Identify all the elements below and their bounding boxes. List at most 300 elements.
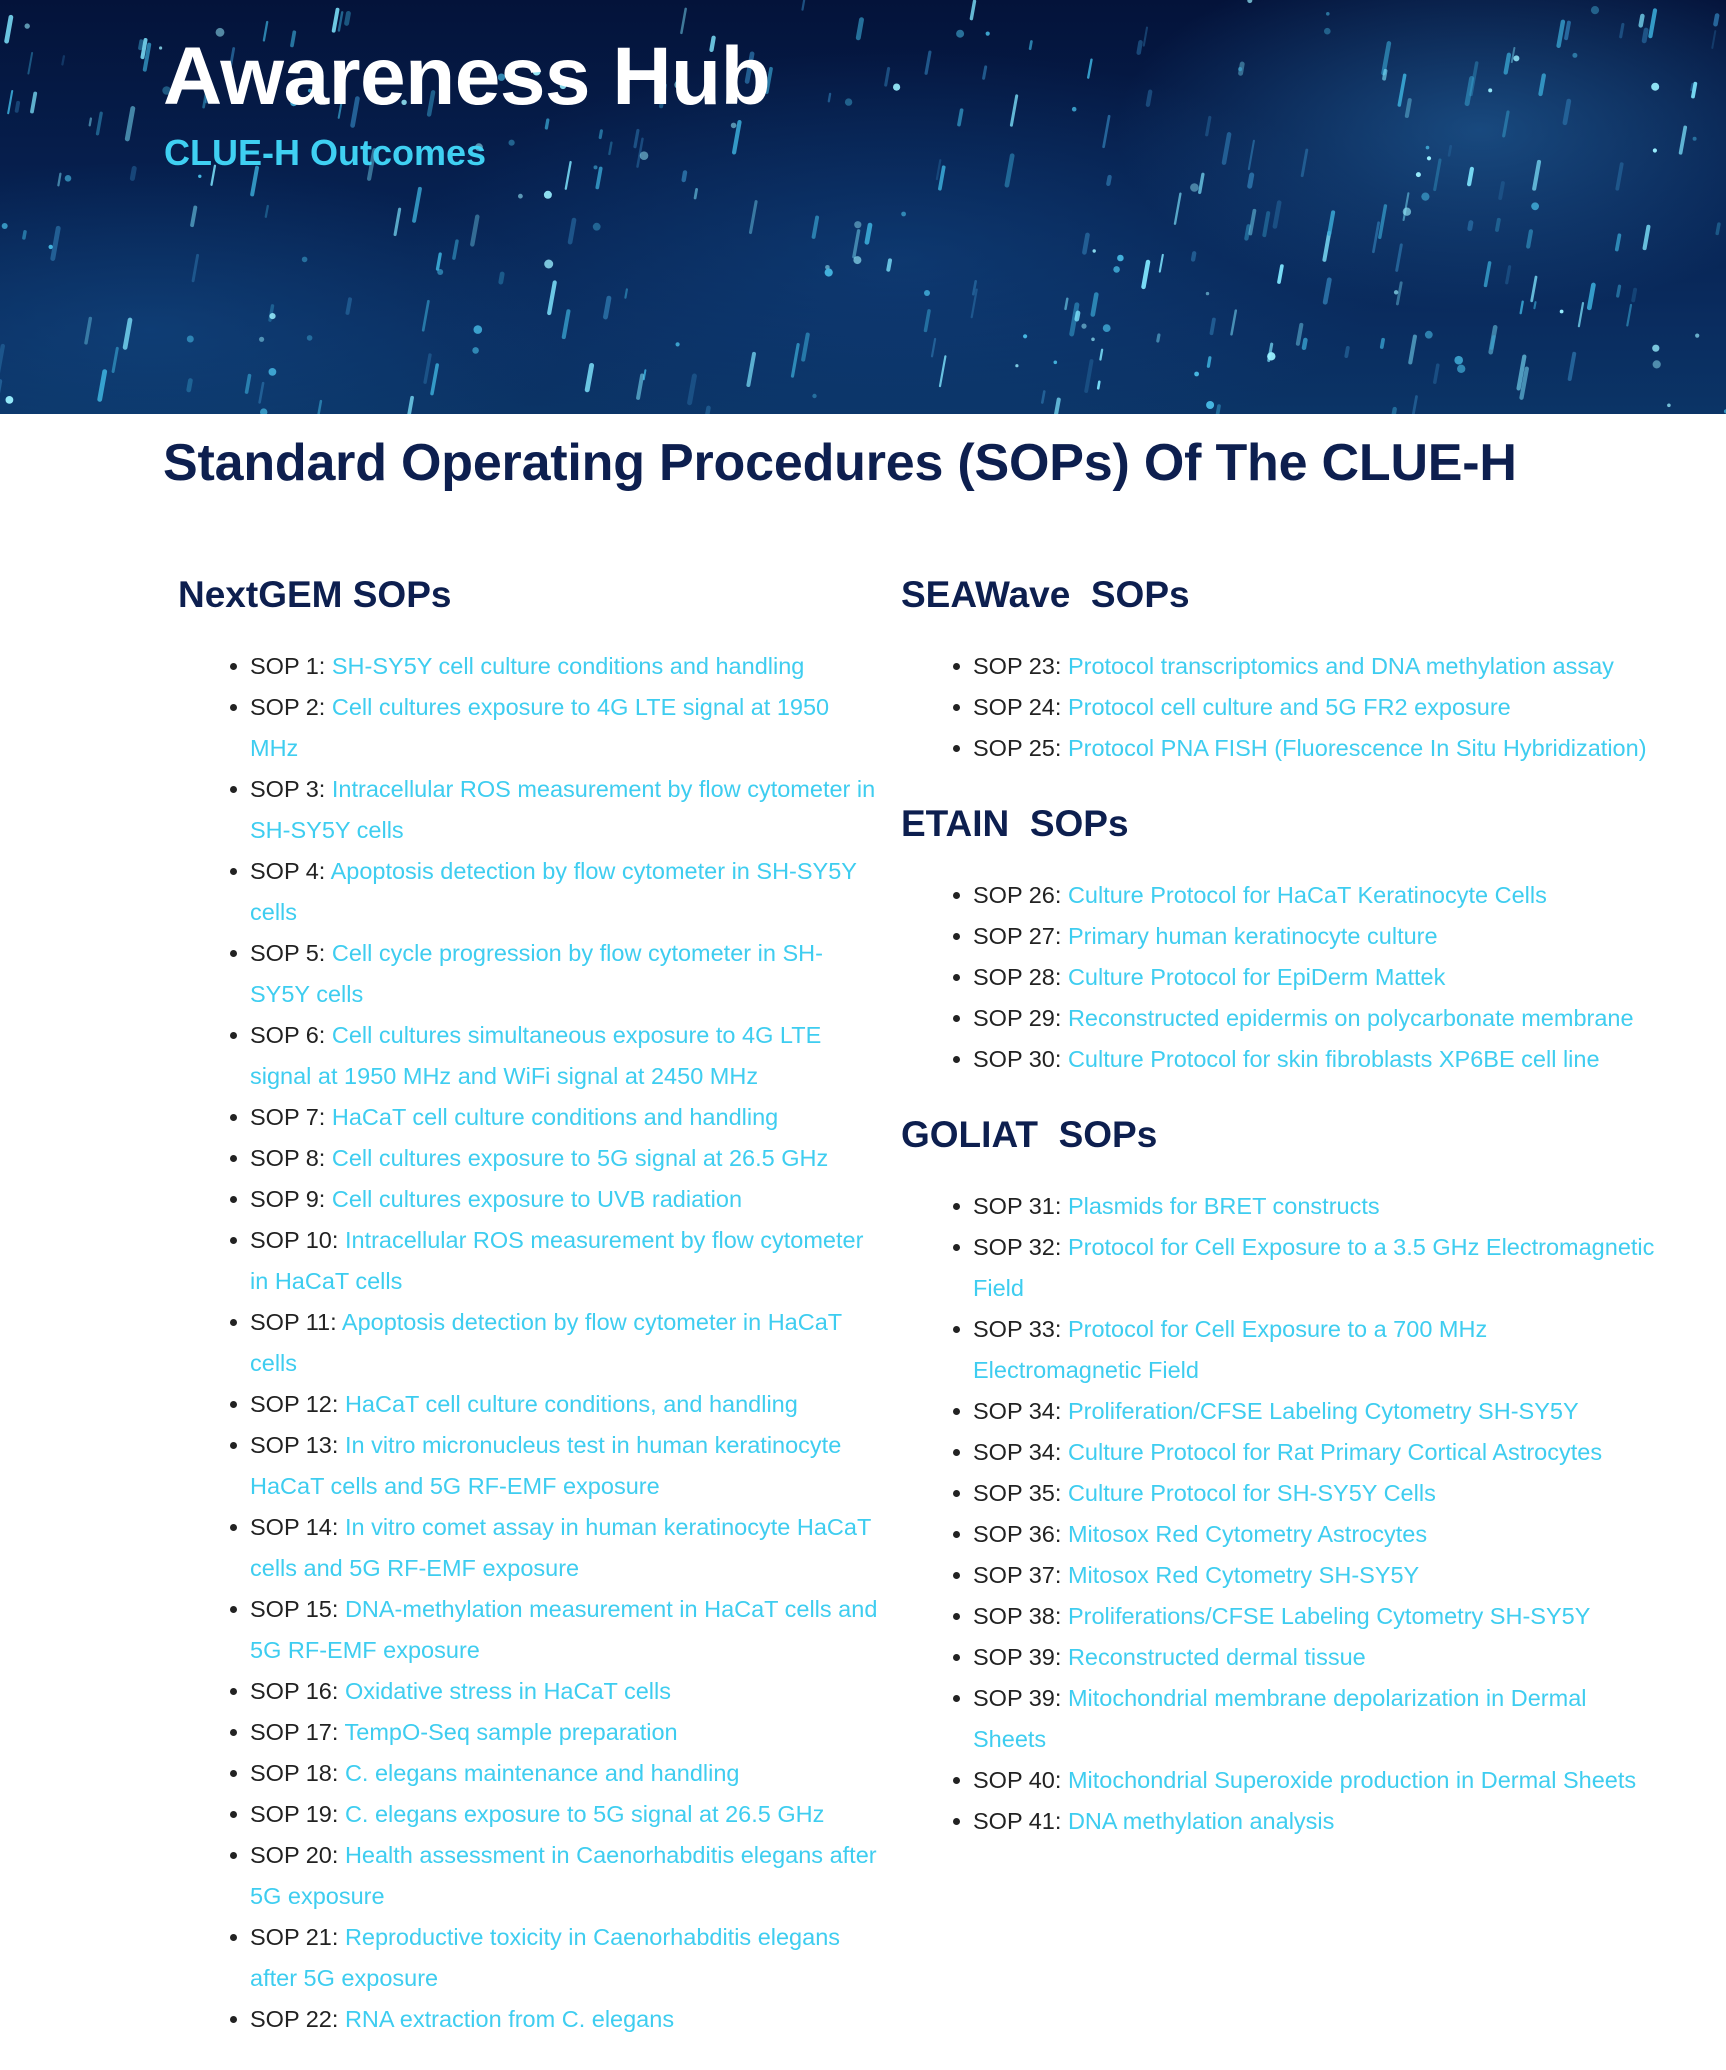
data-streak	[926, 311, 930, 331]
sop-list-item	[901, 1039, 1661, 1080]
page-title: Standard Operating Procedures (SOPs) Of The CLUE-H	[163, 434, 1517, 492]
sop-link[interactable]: Culture Protocol for Rat Primary Cortical Astrocytes	[1067, 1439, 1603, 1465]
data-streak	[395, 209, 400, 234]
data-dot	[307, 335, 313, 341]
data-streak	[1617, 235, 1620, 249]
sop-number: SOP 16:	[250, 1678, 339, 1704]
data-streak	[1088, 60, 1091, 78]
sop-link[interactable]: In vitro micronucleus test in human keratinocyte HaCaT cells and 5G RF-EMF exposure	[250, 1432, 842, 1499]
sop-number: SOP 38:	[973, 1603, 1062, 1629]
data-streak	[1158, 335, 1159, 341]
data-dot	[1457, 365, 1465, 373]
data-streak	[189, 381, 191, 390]
sop-list-item	[178, 851, 878, 933]
data-dot	[544, 191, 552, 199]
data-streak	[1617, 164, 1621, 189]
sop-list-item	[901, 1514, 1661, 1555]
data-streak	[1627, 305, 1631, 325]
data-streak	[1618, 286, 1620, 296]
sop-number: SOP 24:	[973, 694, 1062, 720]
data-streak	[606, 298, 609, 317]
sop-number: SOP 29:	[973, 1005, 1062, 1031]
data-streak	[1449, 146, 1451, 155]
data-streak	[959, 110, 962, 124]
data-streak	[62, 56, 64, 64]
sop-link[interactable]: Protocol PNA FISH (Fluorescence In Situ Hybridization)	[1067, 735, 1647, 761]
sop-list-item	[178, 1507, 878, 1589]
sop-link[interactable]: HaCaT cell culture conditions, and handling	[344, 1391, 798, 1417]
data-streak	[814, 218, 818, 237]
data-streak	[932, 339, 935, 356]
sop-number: SOP 17:	[250, 1719, 339, 1745]
data-streak	[1469, 169, 1472, 184]
sop-list-item	[178, 769, 878, 851]
data-streak	[1717, 224, 1719, 233]
sop-list	[901, 1186, 1661, 1842]
sop-number: SOP 19:	[250, 1801, 339, 1827]
section-title: NextGEM SOPs	[178, 574, 452, 615]
sop-list-item	[901, 1760, 1661, 1801]
sop-link[interactable]: RNA extraction from C. elegans	[344, 2006, 675, 2032]
sop-list-item	[901, 687, 1661, 728]
data-streak	[1160, 255, 1163, 272]
data-dot	[956, 30, 964, 38]
sop-link[interactable]: Intracellular ROS measurement by flow cytometer in SH-SY5Y cells	[250, 776, 876, 843]
data-streak	[193, 255, 198, 280]
data-dot	[1117, 255, 1124, 262]
data-streak	[1435, 365, 1438, 382]
sop-number: SOP 39:	[973, 1685, 1062, 1711]
sop-list-item	[178, 1015, 878, 1097]
data-streak	[1250, 175, 1252, 186]
sop-number: SOP 41:	[973, 1808, 1062, 1834]
data-streak	[1411, 397, 1416, 414]
data-streak	[28, 53, 32, 74]
data-streak	[1380, 206, 1386, 237]
sop-list	[901, 875, 1661, 1080]
data-dot	[1113, 266, 1120, 273]
sop-list-item	[901, 1309, 1661, 1391]
sop-link[interactable]: Protocol cell culture and 5G FR2 exposure	[1067, 694, 1511, 720]
data-streak	[984, 67, 986, 78]
sop-link[interactable]: Plasmids for BRET constructs	[1067, 1193, 1380, 1219]
sop-list-item	[901, 916, 1661, 957]
sop-link[interactable]: Cell cultures exposure to 5G signal at 26.5 GHz	[331, 1145, 829, 1171]
data-streak	[1144, 28, 1147, 46]
data-streak	[140, 41, 141, 48]
data-streak	[454, 241, 457, 258]
sop-link[interactable]: In vitro comet assay in human keratinocyte HaCaT cells and 5G RF-EMF exposure	[250, 1514, 871, 1581]
data-dot	[901, 212, 906, 217]
data-streak	[1324, 233, 1329, 260]
data-dot	[924, 290, 930, 296]
data-dot	[260, 408, 267, 414]
data-streak	[886, 69, 889, 86]
data-streak	[888, 260, 890, 269]
data-streak	[1214, 406, 1219, 414]
data-dot	[854, 221, 861, 228]
data-dot	[437, 269, 443, 275]
right-column	[901, 560, 1661, 1842]
data-streak	[1246, 226, 1248, 238]
sop-number: SOP 28:	[973, 964, 1062, 990]
sop-link[interactable]: DNA methylation analysis	[1067, 1808, 1335, 1834]
data-streak	[1716, 16, 1718, 25]
hero-subtitle: CLUE-H Outcomes	[164, 132, 487, 173]
data-dot	[676, 342, 680, 346]
goliat-section	[901, 1100, 1661, 1842]
sop-link[interactable]: HaCaT cell culture conditions and handling	[331, 1104, 779, 1130]
sop-link[interactable]: Proliferations/CFSE Labeling Cytometry SH-SY5Y	[1067, 1603, 1591, 1629]
data-streak	[1681, 127, 1686, 152]
data-streak	[1521, 302, 1523, 313]
data-dot	[187, 336, 194, 343]
data-dot	[893, 84, 900, 91]
sop-number: SOP 10:	[250, 1227, 339, 1253]
sop-list-item	[178, 1999, 878, 2040]
data-streak	[1104, 116, 1110, 147]
data-dot	[1091, 338, 1095, 342]
sop-number: SOP 35:	[973, 1480, 1062, 1506]
data-streak	[53, 228, 58, 258]
data-streak	[1579, 303, 1583, 326]
sop-number: SOP 12:	[250, 1391, 339, 1417]
data-streak	[1148, 92, 1150, 105]
sop-link[interactable]: Reconstructed dermal tissue	[1067, 1644, 1366, 1670]
data-streak	[348, 299, 351, 313]
data-streak	[1325, 280, 1329, 302]
data-streak	[100, 372, 105, 400]
data-streak	[1397, 245, 1402, 271]
data-streak	[316, 401, 321, 414]
data-streak	[425, 355, 430, 382]
sop-number: SOP 33:	[973, 1316, 1062, 1342]
data-streak	[751, 202, 757, 233]
sop-list-item	[901, 1596, 1661, 1637]
sop-list-item	[178, 1220, 878, 1302]
sop-link[interactable]: TempO-Seq sample preparation	[344, 1719, 678, 1745]
data-streak	[127, 109, 133, 139]
data-streak	[858, 20, 861, 38]
data-streak	[472, 217, 477, 245]
section-title: SEAWave SOPs	[901, 574, 1190, 615]
data-dot	[1667, 404, 1671, 408]
sop-link[interactable]: Cell cultures exposure to 4G LTE signal at 1950 MHz	[250, 694, 830, 761]
data-streak	[1399, 75, 1404, 105]
data-streak	[1304, 340, 1305, 348]
data-streak	[803, 0, 805, 9]
data-dot	[1247, 0, 1252, 3]
data-dot	[1653, 360, 1661, 368]
data-streak	[1693, 84, 1695, 97]
sop-link[interactable]: Protocol for Cell Exposure to a 3.5 GHz Electromagnetic Field	[973, 1234, 1655, 1301]
sop-list-item	[178, 1384, 878, 1425]
sop-list-item	[178, 1179, 878, 1220]
sop-link[interactable]: Mitochondrial Superoxide production in Dermal Sheets	[1067, 1767, 1637, 1793]
data-streak	[1506, 55, 1509, 73]
sop-list	[178, 646, 878, 2040]
sop-link[interactable]: Apoptosis detection by flow cytometer in HaCaT cells	[250, 1309, 842, 1376]
sop-number: SOP 15:	[250, 1596, 339, 1622]
data-streak	[829, 94, 830, 101]
data-streak	[867, 225, 870, 242]
data-streak	[1570, 354, 1575, 379]
data-streak	[706, 408, 708, 414]
data-dot	[1326, 12, 1330, 16]
data-dot	[302, 257, 308, 263]
sop-number: SOP 27:	[973, 923, 1062, 949]
data-streak	[587, 365, 591, 389]
data-dot	[1421, 193, 1429, 201]
sop-link[interactable]: Cell cultures exposure to UVB radiation	[331, 1186, 743, 1212]
sop-list-item	[178, 1302, 878, 1384]
data-streak	[564, 311, 569, 337]
sop-link[interactable]: Protocol transcriptomics and DNA methylation assay	[1067, 653, 1614, 679]
data-dot	[812, 394, 816, 398]
sop-list-item	[178, 687, 878, 769]
sop-number: SOP 21:	[250, 1924, 339, 1950]
data-streak	[940, 167, 944, 188]
data-dot	[65, 175, 72, 182]
data-streak	[1486, 263, 1490, 286]
data-streak	[1144, 262, 1149, 287]
data-streak	[8, 91, 12, 113]
sop-number: SOP 9:	[250, 1186, 326, 1212]
sop-link[interactable]: Health assessment in Caenorhabditis elegans after 5G exposure	[250, 1842, 877, 1909]
data-streak	[1528, 231, 1531, 246]
sop-link[interactable]: Cell cycle progression by flow cytometer in SH-SY5Y cells	[250, 940, 823, 1007]
data-streak	[1641, 16, 1643, 25]
sop-list-item	[178, 1835, 878, 1917]
data-streak	[0, 346, 3, 375]
data-streak	[1470, 223, 1471, 229]
data-streak	[58, 174, 60, 186]
data-streak	[625, 289, 627, 297]
sop-link[interactable]: Culture Protocol for SH-SY5Y Cells	[1067, 1480, 1436, 1506]
sop-link[interactable]: Reconstructed epidermis on polycarbonate membrane	[1067, 1005, 1634, 1031]
sop-link[interactable]: Culture Protocol for skin fibroblasts XP6BE cell line	[1067, 1046, 1600, 1072]
data-streak	[1207, 117, 1210, 134]
data-streak	[1093, 295, 1097, 315]
data-streak	[1500, 183, 1503, 198]
data-streak	[609, 143, 611, 154]
data-streak	[1066, 299, 1068, 309]
sop-list-item	[901, 1473, 1661, 1514]
data-streak	[597, 169, 600, 188]
data-dot	[1416, 172, 1421, 177]
data-streak	[1633, 290, 1635, 301]
data-streak	[1175, 194, 1180, 224]
data-streak	[940, 356, 945, 386]
data-dot	[1206, 292, 1209, 295]
data-streak	[1566, 23, 1569, 39]
etain-section	[901, 789, 1661, 1080]
sop-link[interactable]: C. elegans maintenance and handling	[344, 1760, 740, 1786]
data-streak	[570, 220, 574, 242]
data-streak	[1007, 156, 1012, 186]
data-dot	[1531, 202, 1539, 210]
sop-number: SOP 22:	[250, 2006, 339, 2032]
data-streak	[98, 113, 102, 134]
sop-link[interactable]: Protocol for Cell Exposure to a 700 MHz Electromagnetic Field	[973, 1316, 1488, 1383]
sop-number: SOP 11:	[250, 1309, 337, 1335]
data-streak	[1298, 325, 1301, 344]
sop-link[interactable]: Culture Protocol for EpiDerm Mattek	[1067, 964, 1446, 990]
section-title: ETAIN SOPs	[901, 803, 1129, 844]
data-streak	[1250, 211, 1254, 234]
data-streak	[266, 206, 268, 217]
nextgem-section	[178, 560, 878, 2040]
sop-list-item	[901, 1678, 1661, 1760]
data-streak	[1589, 285, 1593, 308]
sop-list-item	[178, 1589, 878, 1671]
data-dot	[1072, 107, 1077, 112]
sop-number: SOP 34:	[973, 1398, 1062, 1424]
sop-link[interactable]: Primary human keratinocyte culture	[1067, 923, 1438, 949]
data-dot	[1206, 401, 1214, 409]
data-dot	[25, 23, 30, 28]
sop-link[interactable]: Mitosox Red Cytometry Astrocytes	[1067, 1521, 1428, 1547]
data-dot	[49, 245, 53, 249]
sop-list-item	[901, 998, 1661, 1039]
data-streak	[1212, 320, 1214, 334]
sop-link[interactable]: Mitochondrial membrane depolarization in Dermal Sheets	[973, 1685, 1587, 1752]
data-dot	[159, 46, 162, 49]
data-streak	[423, 301, 428, 330]
sop-list-item	[901, 1637, 1661, 1678]
sop-list-item	[178, 1917, 878, 1999]
data-dot	[1693, 137, 1697, 141]
sop-number: SOP 26:	[973, 882, 1062, 908]
data-streak	[260, 383, 264, 402]
data-dot	[544, 260, 553, 269]
data-dot	[1267, 352, 1275, 360]
data-streak	[1302, 150, 1307, 176]
data-dot	[1403, 208, 1411, 216]
sop-link[interactable]: Reproductive toxicity in Caenorhabditis elegans after 5G exposure	[250, 1924, 841, 1991]
data-streak	[1407, 100, 1410, 116]
data-dot	[269, 368, 277, 376]
sop-number: SOP 36:	[973, 1521, 1062, 1547]
sop-link[interactable]: Cell cultures simultaneous exposure to 4G LTE signal at 1950 MHz and WiFi signal at 2450 MHz	[250, 1022, 822, 1089]
data-streak	[695, 189, 697, 198]
seawave-section	[901, 560, 1661, 769]
data-streak	[1279, 266, 1282, 282]
data-streak	[17, 103, 18, 111]
data-streak	[1644, 30, 1646, 41]
data-dot	[472, 347, 479, 354]
data-streak	[803, 335, 808, 360]
data-streak	[1410, 337, 1415, 363]
sop-list-item	[901, 728, 1661, 769]
data-streak	[635, 131, 638, 147]
data-dot	[1190, 183, 1199, 192]
sop-number: SOP 37:	[973, 1562, 1062, 1588]
sop-number: SOP 8:	[250, 1145, 326, 1171]
data-streak	[684, 172, 685, 180]
data-streak	[432, 365, 437, 394]
data-dot	[1093, 249, 1096, 252]
data-dot	[1652, 345, 1659, 352]
data-streak	[793, 345, 799, 377]
data-streak	[334, 10, 338, 31]
data-streak	[971, 1, 974, 18]
data-streak	[1224, 134, 1229, 162]
data-streak	[1098, 382, 1099, 389]
sop-link[interactable]: SH-SY5Y cell culture conditions and handling	[331, 653, 805, 679]
data-dot	[1488, 88, 1492, 92]
data-dot	[640, 151, 649, 160]
data-dot	[594, 165, 598, 169]
data-dot	[1015, 364, 1018, 367]
data-dot	[1394, 290, 1398, 294]
data-streak	[438, 254, 441, 269]
sop-list-item	[901, 1432, 1661, 1473]
sop-number: SOP 1:	[250, 653, 326, 679]
data-streak	[644, 370, 646, 379]
sop-number: SOP 3:	[250, 776, 326, 802]
data-dot	[593, 223, 601, 231]
data-streak	[1559, 22, 1563, 46]
sop-link[interactable]: Apoptosis detection by flow cytometer in SH-SY5Y cells	[250, 858, 857, 925]
data-streak	[1492, 337, 1494, 348]
data-streak	[1100, 350, 1102, 360]
data-dot	[1103, 324, 1111, 332]
data-streak	[7, 17, 11, 41]
sop-link[interactable]: DNA-methylation measurement in HaCaT cells and 5G RF-EMF exposure	[250, 1596, 878, 1663]
data-streak	[90, 119, 91, 126]
data-streak	[192, 208, 195, 226]
data-streak	[1373, 223, 1378, 252]
data-dot	[509, 140, 515, 146]
sop-number: SOP 20:	[250, 1842, 339, 1868]
sop-link[interactable]: C. elegans exposure to 5G signal at 26.5 GHz	[344, 1801, 825, 1827]
data-dot	[1081, 324, 1086, 329]
data-streak	[1042, 392, 1044, 403]
data-dot	[1023, 334, 1027, 338]
sop-link[interactable]: Oxidative stress in HaCaT cells	[344, 1678, 671, 1704]
data-streak	[1264, 213, 1268, 235]
data-streak	[748, 354, 754, 385]
data-streak	[926, 52, 930, 73]
data-streak	[1084, 235, 1087, 253]
sop-number: SOP 23:	[973, 653, 1062, 679]
sop-number: SOP 40:	[973, 1767, 1062, 1793]
data-dot	[1426, 146, 1430, 150]
sop-list-item	[178, 1712, 878, 1753]
sop-number: SOP 18:	[250, 1760, 339, 1786]
data-streak	[1384, 43, 1389, 73]
data-dot	[1572, 53, 1577, 58]
data-streak	[1208, 358, 1210, 367]
sop-list-item	[178, 1753, 878, 1794]
data-dot	[1427, 156, 1431, 160]
data-streak	[1391, 409, 1395, 414]
sop-list-item	[178, 646, 878, 687]
sop-link[interactable]: Intracellular ROS measurement by flow cytometer in HaCaT cells	[250, 1227, 864, 1294]
sop-link[interactable]: Culture Protocol for HaCaT Keratinocyte Cells	[1067, 882, 1547, 908]
data-streak	[1645, 227, 1649, 248]
sop-link[interactable]: Proliferation/CFSE Labeling Cytometry SH-SY5Y	[1067, 1398, 1579, 1424]
sop-number: SOP 2:	[250, 694, 326, 720]
data-dot	[269, 313, 275, 319]
data-streak	[86, 319, 90, 343]
data-streak	[1384, 71, 1385, 79]
data-streak	[1200, 174, 1203, 192]
data-dot	[1560, 310, 1564, 314]
sop-list-item	[178, 933, 878, 1015]
sop-link[interactable]: Mitosox Red Cytometry SH-SY5Y	[1067, 1562, 1420, 1588]
